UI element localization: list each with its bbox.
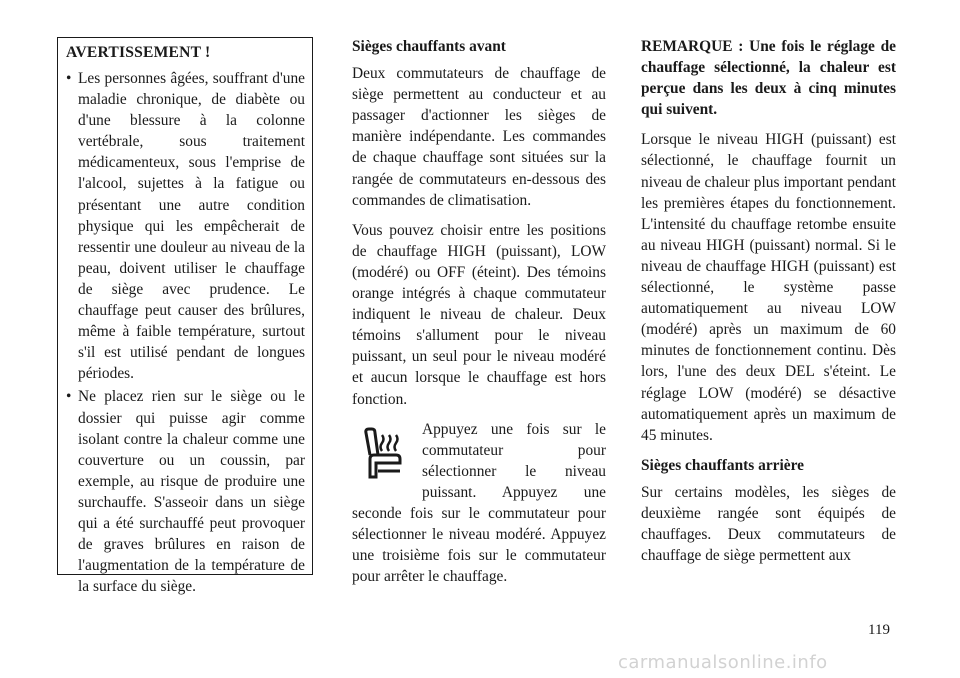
section-heading: Sièges chauffants avant xyxy=(352,38,506,55)
warning-list xyxy=(66,68,305,597)
paragraph-text: Appuyez une fois sur le commutateur pour sélectionner le niveau puissant. Appuyez une seconde fois sur le commutateur pour sélectionner le niveau modéré. Appuyez une troisième fois sur le commutateur pour arrêter le chauffage. xyxy=(352,420,606,586)
note-paragraph: REMARQUE : Une fois le réglage de chauffage sélectionné, la chaleur est perçue dans les deux à cinq minutes qui suivent. xyxy=(641,38,896,119)
warning-box xyxy=(57,37,313,596)
column-notes xyxy=(641,36,896,575)
section-heading: Sièges chauffants arrière xyxy=(641,456,804,474)
paragraph: Lorsque le niveau HIGH (puissant) est sélectionné, le chauffage fournit un niveau de chaleur plus important pendant les premières étapes du fonctionnement. L'intensité du chauffage retombe ensuite au niveau HIGH (puissant) normal. Si le niveau de chauffage HIGH (puissant) est sélectionné, le système passe automatiquement au niveau LOW (modéré) après un maximum de 60 minutes de fonctionnement continu. Dès lors, l'une des deux DEL s'éteint. Le réglage LOW (modéré) se désactive automatiquement après un maximum de 45 minutes. xyxy=(641,131,896,444)
warning-title: AVERTISSEMENT ! xyxy=(66,44,211,61)
paragraph: Vous pouvez choisir entre les positions de chauffage HIGH (puissant), LOW (modéré) ou OFF (éteint). Des témoins orange intégrés à chaque commutateur indiquent le niveau de chaleur. Deux témoins s'allument pour le niveau puissant, un seul pour le niveau modéré et aucun lorsque le chauffage est hors fonction. xyxy=(352,221,606,408)
paragraph-with-icon xyxy=(352,419,606,588)
page-number: 119 xyxy=(868,622,890,638)
paragraph: Sur certains modèles, les sièges de deuxième rangée sont équipés de chauffages. Deux commutateurs de chauffage de siège permettent aux xyxy=(641,483,896,565)
column-front-seats xyxy=(352,36,606,596)
paragraph: Deux commutateurs de chauffage de siège permettent au conducteur et au passager d'actionner les sièges de manière indépendante. Les commandes de chaque chauffage sont situées sur la rangée de commutateurs en-dessous des commandes de climatisation. xyxy=(352,65,606,209)
footer-watermark: carmanualsonline.info xyxy=(618,652,828,673)
warning-item: • Ne placez rien sur le siège ou le dossier qui puisse agir comme isolant contre la chaleur comme une couverture ou un coussin, par exemple, au risque de produire une surchauffe. S'asseoir dans un siège qui a été surchauffé peut provoquer de graves brûlures en raison de l'augmentation de la température de la surface du siège. xyxy=(66,386,305,597)
warning-item: • Les personnes âgées, souffrant d'une maladie chronique, de diabète ou d'une blessure à la colonne vertébrale, sous traitement médicamenteux, sous l'emprise de l'alcool, sujettes à la fatigue ou présentant une autre condition physique qui les empêcherait de ressentir une douleur au niveau de la peau, doivent utiliser le chauffage de siège avec prudence. Le chauffage peut causer des brûlures, même à faible température, surtout s'il est utilisé pendant de longues périodes. xyxy=(66,68,305,384)
heated-seat-icon xyxy=(356,425,412,485)
